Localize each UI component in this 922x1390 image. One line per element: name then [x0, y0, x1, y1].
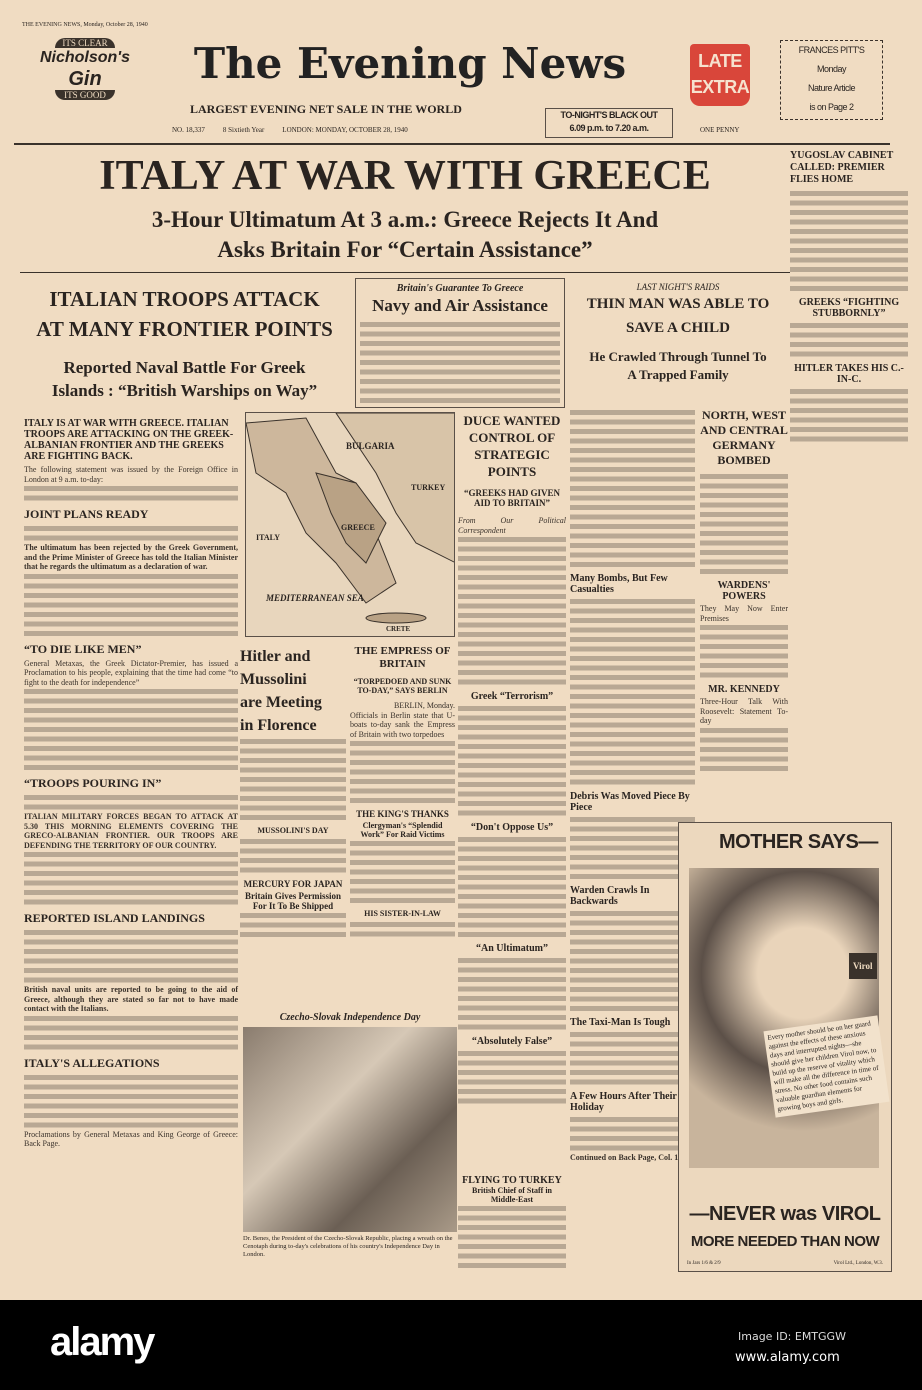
subhead-deck: Clergyman's “Splendid Work” For Raid Victims [360, 821, 445, 839]
masthead-rule [14, 143, 890, 145]
subhead: MR. KENNEDY [708, 684, 780, 695]
guarantee-kicker: Britain's Guarantee To Greece [396, 283, 524, 294]
subhead: THE KING'S THANKS [356, 809, 449, 819]
raids-article [568, 282, 788, 384]
cenotaph-photo [243, 1027, 457, 1232]
headline-line: CONTROL OF [468, 430, 556, 445]
box-line: is on Page 2 [809, 102, 854, 112]
subhead-line: 3-Hour Ultimatum At 3 a.m.: Greece Rejects It And [151, 207, 659, 232]
headline-line: SAVE A CHILD [626, 320, 730, 336]
troops-deck [22, 356, 347, 402]
raids-body [570, 408, 695, 1163]
deck-line: Islands : “British Warships on Way” [51, 381, 318, 400]
map-greece [245, 412, 455, 637]
ad-copy: Every mother should be on her guard against the effects of these anxious days and interrupted nights—she should give her children Virol now, to build up the reserve of vitality which will make all the difference in time of stress. No other food contains such valuable guardian elements for growing boys and girls. [764, 1015, 890, 1117]
late-label: LATE [698, 51, 742, 71]
gin-ad-product: Gin [68, 68, 102, 90]
masthead-slogan: LARGEST EVENING NET SALE IN THE WORLD [190, 102, 462, 116]
headline-line: GERMANY BOMBED [712, 438, 776, 467]
ad-maker: Virol Ltd., London, W.3. [833, 1261, 883, 1266]
subhead: Warden Crawls In Backwards [570, 885, 650, 907]
issue-line [172, 126, 532, 134]
subhead: Debris Was Moved Piece By Piece [570, 791, 690, 813]
gin-ad-brand: Nicholson's [39, 49, 131, 66]
headline-line: are Meeting [240, 694, 322, 711]
map-label: ITALY [256, 533, 281, 542]
image-id: Image ID: EMTGGW [738, 1330, 846, 1343]
article-paragraph: ITALIAN MILITARY FORCES BEGAN TO ATTACK AT 5.30 THIS MORNING ELEMENTS COVERING THE GRECO-ALBANIAN FRONTIER. OUR TROOPS ARE DEFENDING THE TERRITORY OF OUR COUNTRY. [24, 812, 238, 850]
subhead: “An Ultimatum” [476, 943, 548, 954]
headline-line: THE EMPRESS OF [354, 645, 451, 657]
headline-rule [20, 272, 790, 273]
duce-article [458, 412, 566, 1106]
troops-article [24, 418, 238, 1149]
subhead: “Don't Oppose Us” [470, 822, 554, 833]
gin-ad-bottom: ITS GOOD [55, 90, 115, 100]
gin-ad [30, 38, 140, 133]
box-line: Monday [816, 64, 847, 74]
headline-line: STRATEGIC POINTS [474, 447, 550, 479]
virol-ad [678, 822, 892, 1272]
article-paragraph: Officials in Berlin state that U-boats to-day sank the Empress of Britain with two torpedoes [350, 710, 455, 739]
watermark-footer [0, 1300, 922, 1390]
subhead: The Taxi-Man Is Tough [570, 1017, 671, 1028]
raids-headline [568, 292, 788, 340]
issue-year: 8 Sixtieth Year [222, 126, 265, 134]
ad-slogan: MORE NEEDED THAN NOW [690, 1233, 880, 1250]
issue-number: NO. 18,337 [172, 126, 205, 134]
box-line: FRANCES PITT'S [798, 45, 865, 55]
duce-deck: “GREEKS HAD GIVEN AID TO BRITAIN” [463, 488, 561, 508]
subhead: “Absolutely False” [471, 1036, 553, 1047]
extra-label: EXTRA [690, 77, 750, 97]
yugoslav-headline: YUGOSLAV CABINET CALLED: PREMIER FLIES HOME [790, 150, 894, 185]
article-paragraph: General Metaxas, the Greek Dictator-Premier, has issued a Proclamation to his people, explaining that the time had come “to fight to the death for independence” [24, 658, 238, 687]
map-label: CRETE [386, 625, 411, 633]
germany-bombed-article [700, 408, 788, 773]
photo-caption: Dr. Benes, the President of the Czecho-Slovak Republic, placing a wreath on the Cenotaph during to-day's celebrations of his country's Independence Day in London. [243, 1235, 453, 1258]
subhead-deck: Britain Gives Permission For It To Be Shipped [245, 891, 341, 911]
ad-slogan: —NEVER was VIROL [689, 1203, 881, 1225]
virol-jar: Virol [849, 953, 877, 979]
guarantee-headline: Navy and Air Assistance [372, 296, 548, 315]
subhead: A Few Hours After Their Holiday [570, 1091, 677, 1113]
main-headline: ITALY AT WAR WITH GREECE [99, 153, 711, 199]
ad-title: MOTHER SAYS— [719, 831, 878, 853]
ad-fine-print: In Jars 1/6 & 2/9 [687, 1261, 721, 1266]
article-paragraph: British naval units are reported to be going to the aid of Greece, although they are stated so far not to have made contact with the Italians. [24, 985, 238, 1013]
box-line: Nature Article [807, 83, 856, 93]
late-extra-badge [690, 44, 750, 106]
subhead: “TROOPS POURING IN” [24, 776, 162, 790]
map-label: MEDITERRANEAN SEA [266, 593, 364, 603]
alamy-logo: alamy [50, 1320, 154, 1364]
headline-line: ITALIAN TROOPS ATTACK [49, 287, 320, 311]
germany-bombed-headline [700, 408, 788, 468]
subhead: GREEKS “FIGHTING STUBBORNLY” [798, 297, 900, 319]
subhead: Greek “Terrorism” [470, 691, 554, 702]
article-paragraph: The following statement was issued by the Foreign Office in London at 9 a.m. to-day: [24, 465, 238, 484]
turkey-article [458, 1175, 566, 1270]
article-footer: Proclamations by General Metaxas and King George of Greece: Back Page. [24, 1129, 238, 1148]
nature-article-box [780, 40, 883, 120]
photo-feature [243, 1012, 457, 1282]
subhead: MUSSOLINI'S DAY [257, 826, 329, 835]
byline: From Our Political Correspondent [458, 516, 566, 535]
turkey-headline: FLYING TO TURKEY [462, 1175, 562, 1186]
headline-line: Hitler and [240, 648, 311, 665]
headline-line: AND CENTRAL [700, 423, 788, 437]
subhead: ITALY'S ALLEGATIONS [24, 1055, 160, 1070]
headline-line: Mussolini [240, 671, 307, 688]
blackout-times: 6.09 p.m. to 7.20 a.m. [569, 123, 649, 133]
deck-line: He Crawled Through Tunnel To [589, 349, 767, 364]
ad-illustration [689, 868, 879, 1168]
continued-link[interactable]: Continued on Back Page, Col. 1 [570, 1153, 679, 1162]
article-paragraph: The ultimatum has been rejected by the Greek Government, and the Prime Minister of Greece has told the Italian Minister that he regards the ultimatum as a declaration of war. [24, 543, 238, 571]
deck-line: Reported Naval Battle For Greek [63, 358, 306, 377]
masthead-title: The Evening News [193, 39, 627, 88]
subhead: JOINT PLANS READY [24, 507, 149, 521]
dateline-small: THE EVENING NEWS, Monday, October 28, 1940 [22, 22, 148, 28]
subhead: Many Bombs, But Few Casualties [570, 573, 668, 595]
empress-headline [350, 645, 455, 671]
guarantee-box [355, 278, 565, 408]
raids-deck [568, 348, 788, 384]
map-label: TURKEY [411, 483, 446, 492]
blackout-box [545, 108, 673, 138]
alamy-url[interactable]: www.alamy.com [735, 1350, 840, 1365]
subhead: HITLER TAKES HIS C.-IN-C. [794, 363, 904, 385]
subhead: WARDENS' POWERS [717, 580, 771, 602]
headline-line: AT MANY FRONTIER POINTS [36, 317, 333, 341]
map-label: GREECE [341, 523, 375, 532]
headline-line: NORTH, WEST [701, 408, 787, 422]
duce-headline [458, 412, 566, 480]
photo-kicker: Czecho-Slovak Independence Day [279, 1012, 421, 1023]
map-label: BULGARIA [346, 441, 395, 451]
troops-headline [22, 284, 347, 344]
right-column [790, 150, 908, 444]
headline-line: in Florence [240, 717, 317, 734]
article-lead: ITALY IS AT WAR WITH GREECE. ITALIAN TROOPS ARE ATTACKING ON THE GREEK-ALBANIAN FRONTIER AND THE GREEKS ARE FIGHTING BACK. [24, 418, 234, 462]
empress-deck: “TORPEDOED AND SUNK TO-DAY,” SAYS BERLIN [353, 677, 452, 695]
subhead: REPORTED ISLAND LANDINGS [24, 911, 205, 925]
subhead-deck: They May Now Enter Premises [700, 604, 788, 623]
subhead-deck: Three-Hour Talk With Roosevelt: Statement To-day [700, 697, 788, 725]
headline-line: BRITAIN [379, 658, 426, 670]
price: ONE PENNY [700, 126, 740, 134]
blackout-label: TO-NIGHT'S BLACK OUT [560, 110, 658, 120]
raids-kicker: LAST NIGHT'S RAIDS [636, 282, 720, 292]
deck-line: A Trapped Family [627, 367, 729, 382]
empress-article [350, 645, 455, 939]
headline-line: DUCE WANTED [463, 413, 561, 428]
hitler-article [240, 645, 346, 939]
headline-line: THIN MAN WAS ABLE TO [586, 296, 770, 312]
subhead-line: Asks Britain For “Certain Assistance” [217, 237, 593, 262]
dateline: BERLIN, Monday. [393, 701, 455, 710]
subhead: HIS SISTER-IN-LAW [364, 909, 441, 918]
subhead: MERCURY FOR JAPAN [243, 879, 343, 889]
subheadline [20, 205, 790, 265]
subhead: “TO DIE LIKE MEN” [24, 641, 142, 656]
gin-ad-top: ITS CLEAR [55, 38, 115, 48]
turkey-deck: British Chief of Staff in Middle-East [472, 1186, 552, 1204]
issue-date: LONDON: MONDAY, OCTOBER 28, 1940 [282, 126, 408, 134]
hitler-headline [240, 645, 346, 737]
